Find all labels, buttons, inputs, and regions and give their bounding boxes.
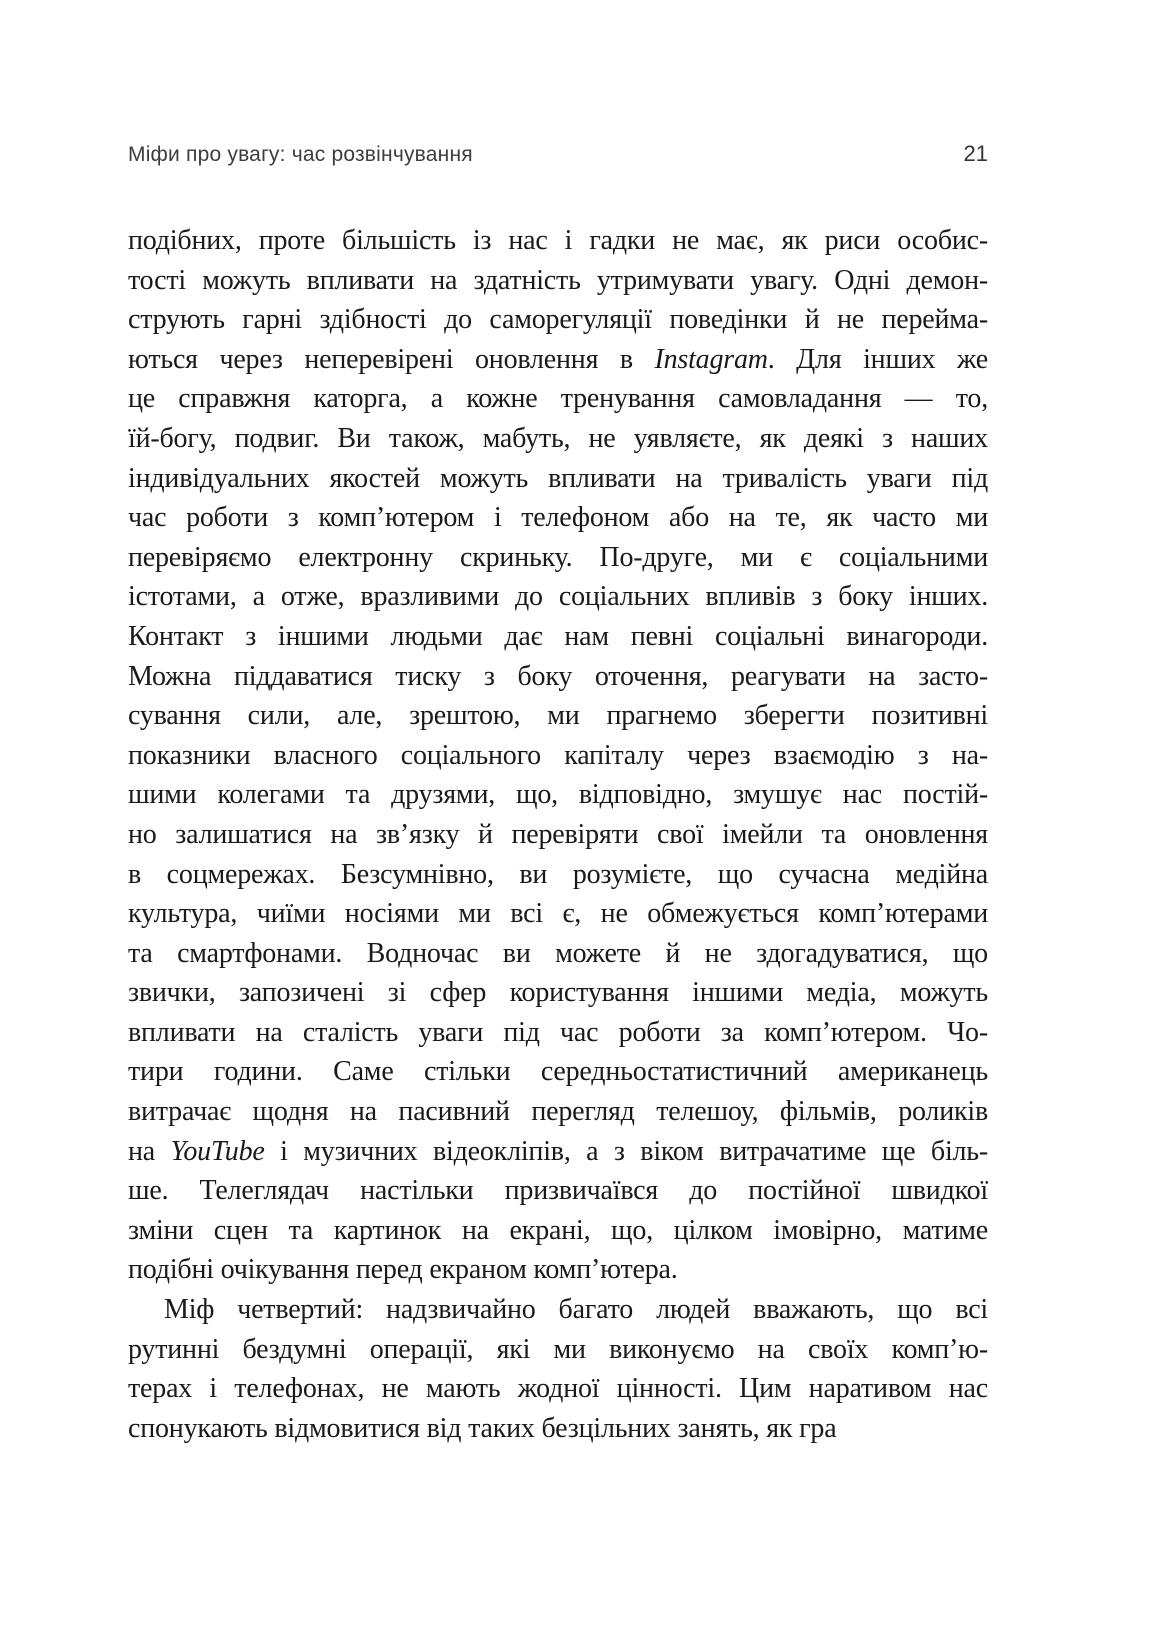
text-line: час роботи з комп’ютером і телефоном або на те, як часто ми — [128, 502, 988, 534]
text-line: ються через неперевірені оновлення в Instagram. Для інших же — [128, 343, 988, 375]
text-line: культура, чиїми носіями ми всі є, не обмежується комп’ютерами — [128, 898, 988, 930]
text-line: но залишатися на зв’язку й перевіряти свої імейли та оновлення — [128, 818, 988, 850]
page-header — [128, 141, 988, 167]
text-line: це справжня каторга, а кожне тренування самовладання — то, — [128, 383, 988, 415]
text-line: струють гарні здібності до саморегуляції поведінки й не перейма- — [128, 304, 988, 336]
text-line: та смартфонами. Водночас ви можете й не здогадуватися, що — [128, 937, 988, 969]
text-line: перевіряємо електронну скриньку. По-друге, ми є соціальними — [128, 541, 988, 573]
text-line: в соцмережах. Безсумнівно, ви розумієте, що сучасна медійна — [128, 858, 988, 890]
text-line: подібних, проте більшість із нас і гадки не має, як риси особис- — [128, 225, 988, 256]
page-number: 21 — [963, 141, 988, 166]
text-line: Контакт з іншими людьми дає нам певні соціальні винагороди. — [128, 620, 988, 652]
text-line: тири години. Саме стільки середньостатистичний американець — [128, 1056, 988, 1088]
text-line: істотами, а отже, вразливими до соціальних впливів з боку інших. — [128, 581, 988, 613]
text-line: їй-богу, подвиг. Ви також, мабуть, не уявляєте, як деякі з наших — [128, 422, 988, 454]
text-line: сування сили, але, зрештою, ми прагнемо зберегти позитивні — [128, 700, 988, 732]
body-text — [128, 221, 988, 1448]
paragraph-2 — [128, 1290, 988, 1448]
text-line: Можна піддаватися тиску з боку оточення, реагувати на засто- — [128, 660, 988, 692]
text-line: впливати на сталість уваги під час роботи за комп’ютером. Чо- — [128, 1016, 988, 1048]
text-line: на YouTube і музичних відеокліпів, а з віком витрачатиме ще біль- — [128, 1135, 988, 1167]
text-line: ше. Телеглядач настільки призвичаївся до постійної швидкої — [128, 1175, 988, 1207]
text-line: індивідуальних якостей можуть впливати на тривалість уваги під — [128, 462, 988, 494]
running-title: Міфи про увагу: час розвінчування — [128, 143, 473, 166]
text-line: спонукають відмовитися від таких безцільних занять, як гра — [128, 1412, 837, 1444]
text-line: подібні очікування перед екраном комп’ютера. — [128, 1254, 678, 1286]
text-line: шими колегами та друзями, що, відповідно, змушує нас постій- — [128, 779, 988, 811]
paragraph-1 — [128, 221, 988, 1290]
text-line: рутинні бездумні операції, які ми виконуємо на своїх комп’ю- — [128, 1333, 988, 1365]
brand-name-youtube: YouTube — [170, 1135, 265, 1167]
text-line: тості можуть впливати на здатність утримувати увагу. Одні демон- — [128, 264, 988, 296]
text-line: звички, запозичені зі сфер користування іншими медіа, можуть — [128, 977, 988, 1009]
brand-name-instagram: Instagram — [654, 343, 768, 375]
text-line: терах і телефонах, не мають жодної цінності. Цим наративом нас — [128, 1373, 988, 1405]
text-line: зміни сцен та картинок на екрані, що, цілком імовірно, матиме — [128, 1214, 988, 1246]
text-line: Міф четвертий: надзвичайно багато людей вважають, що всі — [164, 1294, 988, 1326]
text-line: витрачає щодня на пасивний перегляд телешоу, фільмів, роликів — [128, 1096, 988, 1128]
text-line: показники власного соціального капіталу через взаємодію з на- — [128, 739, 988, 771]
